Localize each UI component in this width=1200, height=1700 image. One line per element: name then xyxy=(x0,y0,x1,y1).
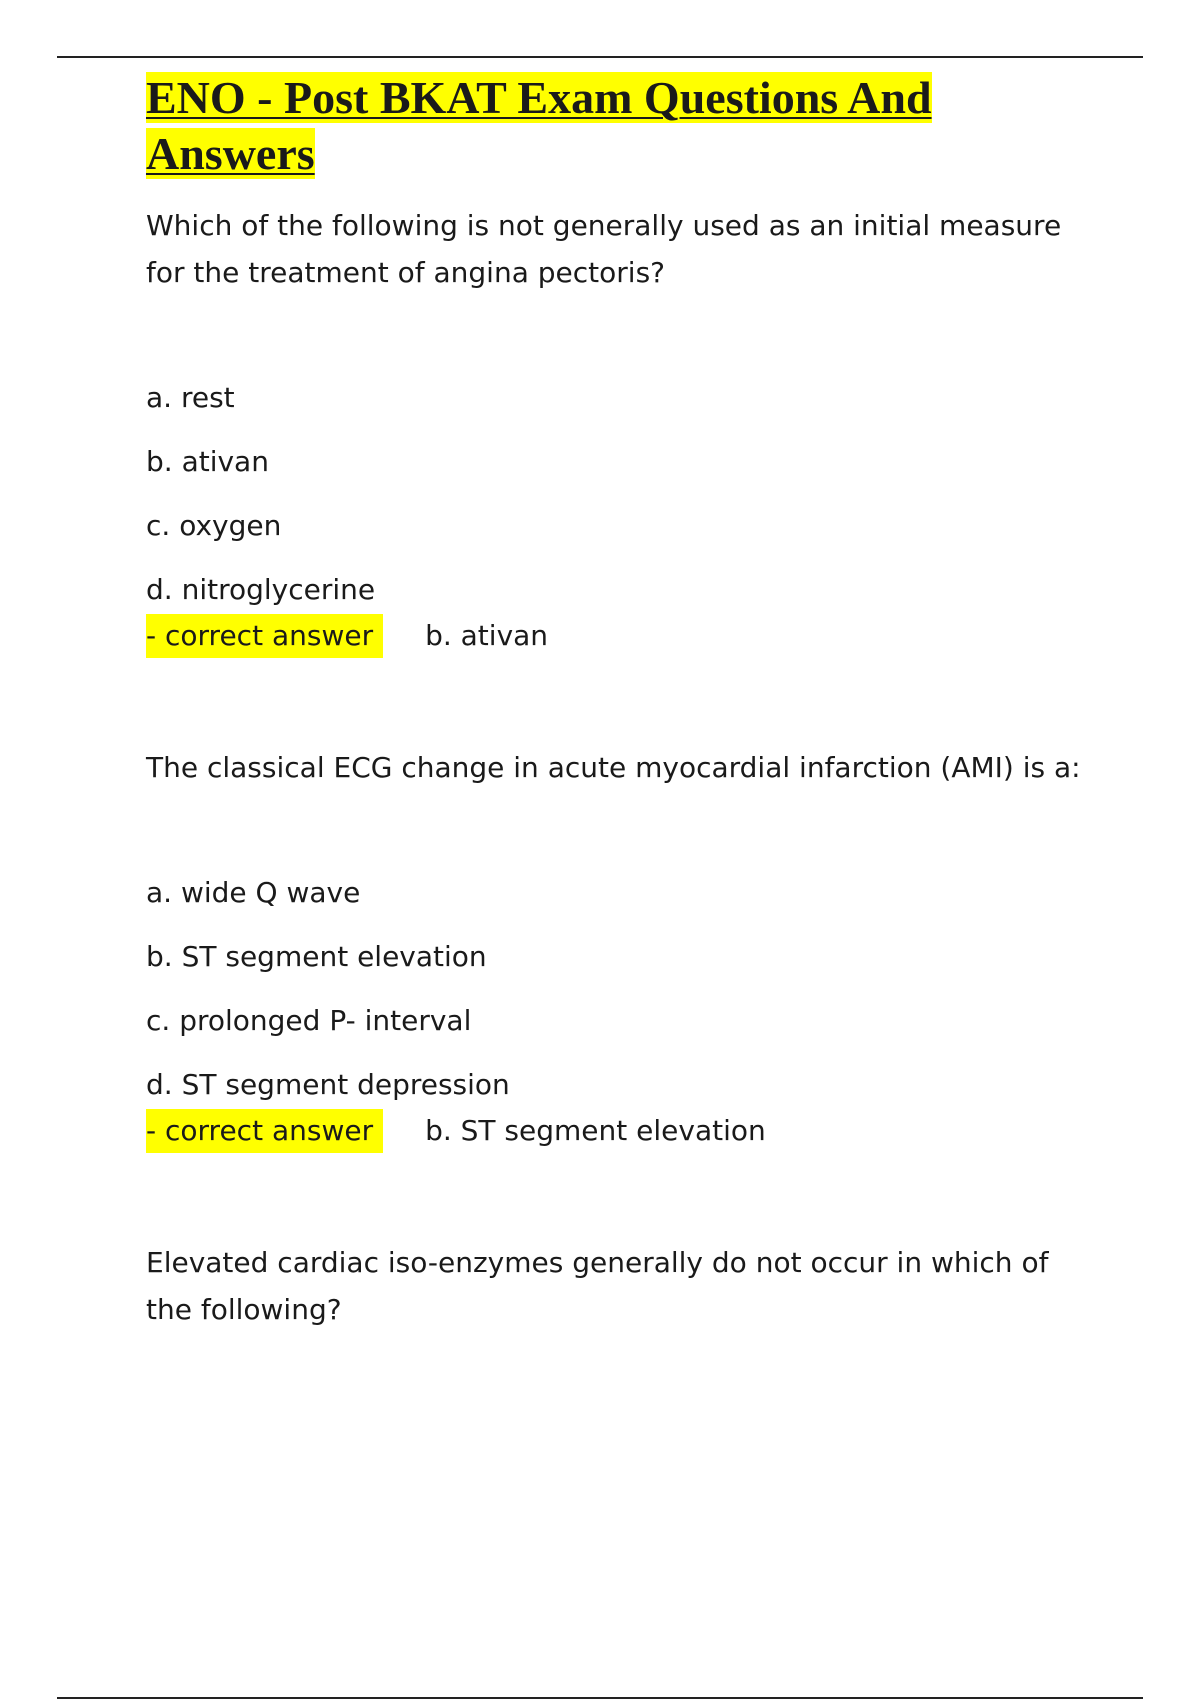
question-2-option-b: b. ST segment elevation xyxy=(146,940,487,973)
question-2-answer-row xyxy=(146,1109,1096,1153)
question-1-option-c: c. oxygen xyxy=(146,509,282,542)
question-2-text: The classical ECG change in acute myocardial infarction (AMI) is a: xyxy=(146,751,1081,784)
question-1-answer-row xyxy=(146,614,1096,658)
question-1-option-b: b. ativan xyxy=(146,445,269,478)
title-line-1: ENO - Post BKAT Exam Questions And xyxy=(146,72,932,123)
question-1-text: Which of the following is not generally used as an initial measure for the treatment of angina pectoris? xyxy=(146,209,1062,289)
title-line-2: Answers xyxy=(146,128,315,179)
bottom-rule xyxy=(57,1697,1143,1699)
question-2-option-c: c. prolonged P- interval xyxy=(146,1004,472,1037)
document-title xyxy=(146,70,1096,182)
question-1-option-a: a. rest xyxy=(146,381,235,414)
correct-answer-label: - correct answer xyxy=(146,614,383,658)
correct-answer-label: - correct answer xyxy=(146,1109,383,1153)
question-3-text: Elevated cardiac iso-enzymes generally do not occur in which of the following? xyxy=(146,1246,1049,1326)
question-1-option-d: d. nitroglycerine xyxy=(146,573,376,606)
question-1-answer: b. ativan xyxy=(425,619,549,652)
document-body xyxy=(146,70,1096,1333)
top-rule xyxy=(57,56,1143,58)
question-2-answer: b. ST segment elevation xyxy=(425,1114,766,1147)
question-2-option-a: a. wide Q wave xyxy=(146,876,361,909)
question-2-option-d: d. ST segment depression xyxy=(146,1068,510,1101)
